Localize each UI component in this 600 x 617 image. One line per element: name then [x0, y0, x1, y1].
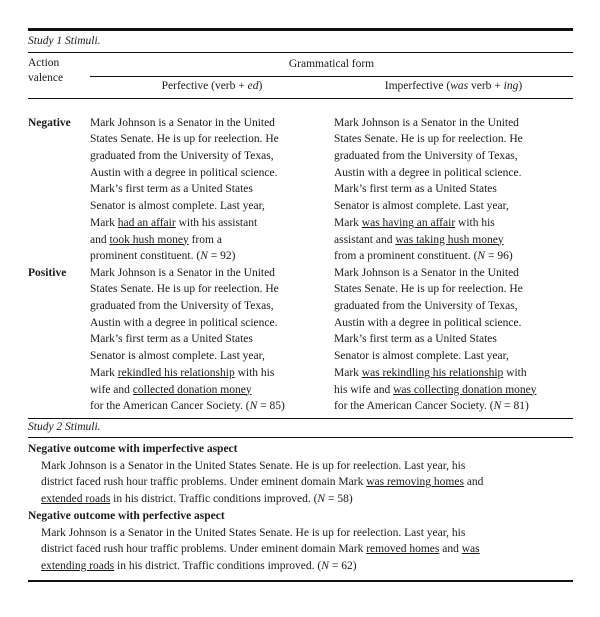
text-line: States Senate. He is up for reelection. He [334, 133, 523, 146]
text-line: Mark Johnson is a Senator in the United [334, 116, 519, 129]
text-line: Mark’s first term as a United States [334, 183, 497, 196]
text-line: Mark Johnson is a Senator in the United States Senate. He is up for reelection. Last year, his [41, 526, 466, 539]
underlined-verb-phrase: was [461, 543, 480, 556]
stimuli-table [28, 28, 573, 582]
text-line: States Senate. He is up for reelection. He [90, 133, 279, 146]
text-line: Austin with a degree in political science. [334, 316, 522, 329]
text-line: prominent constituent. (N = 92) [90, 250, 236, 263]
study2-paragraph-perfective [28, 525, 573, 575]
perfective-header [90, 79, 334, 94]
underlined-verb-phrase: was collecting donation money [393, 383, 537, 396]
header-rule [28, 98, 573, 99]
text-line: Mark Johnson is a Senator in the United [334, 266, 519, 279]
table-header [28, 53, 573, 115]
text-line: States Senate. He is up for reelection. He [90, 283, 279, 296]
text-line: for the American Cancer Society. (N = 81) [334, 400, 529, 413]
underlined-verb-phrase: was rekindling his relationship [361, 366, 504, 379]
underlined-verb-phrase: removed homes [366, 543, 440, 556]
text-line: wife and collected donation money [90, 383, 252, 396]
text-line: for the American Cancer Society. (N = 85) [90, 400, 285, 413]
underlined-verb-phrase: was having an affair [361, 216, 456, 229]
text-line: graduated from the University of Texas, [334, 300, 518, 312]
study2-heading-perfective: Negative outcome with perfective aspect [28, 509, 225, 522]
text-line: assistant and was taking hush money [334, 233, 504, 246]
text-line: extended roads in his district. Traffic conditions improved. (N = 58) [41, 493, 353, 505]
text-line: graduated from the University of Texas, [90, 300, 274, 312]
underlined-verb-phrase: had an affair [117, 216, 176, 229]
text-line: Mark Johnson is a Senator in the United States Senate. He is up for reelection. Last year, his [41, 459, 466, 472]
action-valence-line-2: valence [28, 71, 64, 84]
text-line: Austin with a degree in political science. [90, 166, 278, 179]
underlined-verb-phrase: was taking hush money [395, 233, 504, 246]
study2-section [28, 419, 573, 575]
text-line: Senator is almost complete. Last year, [90, 350, 265, 363]
text-line: Senator is almost complete. Last year, [334, 350, 509, 363]
text-line: Mark was rekindling his relationship with [334, 366, 527, 379]
grammatical-form-header: Grammatical form [288, 57, 375, 70]
positive-perfective-cell [90, 265, 326, 415]
bottom-rule [28, 580, 573, 583]
study2-title: Study 2 Stimuli. [28, 420, 101, 433]
negative-perfective-cell [90, 115, 326, 265]
text-line: Mark’s first term as a United States [90, 333, 253, 346]
text-line: and took hush money from a [90, 233, 222, 246]
text-line: Mark Johnson is a Senator in the United [90, 266, 275, 279]
study2-heading-imperfective: Negative outcome with imperfective aspect [28, 442, 238, 455]
table-row-positive [28, 265, 573, 418]
text-line: graduated from the University of Texas, [334, 150, 518, 162]
underlined-verb-phrase: extended roads [41, 493, 111, 505]
text-line: his wife and was collecting donation money [334, 383, 537, 396]
table-row-negative [28, 115, 573, 265]
text-line: Mark Johnson is a Senator in the United [90, 116, 275, 129]
row-label-positive: Positive [28, 266, 67, 279]
underlined-verb-phrase: collected donation money [132, 383, 252, 396]
text-line: Senator is almost complete. Last year, [334, 200, 509, 213]
text-line: extending roads in his district. Traffic conditions improved. (N = 62) [41, 560, 357, 573]
text-line: from a prominent constituent. (N = 96) [334, 250, 513, 263]
underlined-verb-phrase: extending roads [41, 560, 115, 573]
underlined-verb-phrase: was removing homes [366, 476, 464, 489]
text-line: Austin with a degree in political science. [334, 166, 522, 179]
text-line: Senator is almost complete. Last year, [90, 200, 265, 213]
underlined-verb-phrase: rekindled his relationship [117, 366, 235, 379]
row-label-negative: Negative [28, 116, 71, 129]
imperfective-header [334, 79, 573, 94]
negative-imperfective-cell [334, 115, 573, 265]
text-line: Mark rekindled his relationship with his [90, 366, 275, 379]
text-line: Mark was having an affair with his [334, 216, 495, 229]
study2-paragraph-imperfective [28, 458, 573, 508]
underlined-verb-phrase: took hush money [109, 233, 189, 246]
text-line: district faced rush hour traffic problems. Under eminent domain Mark was removing homes and [41, 476, 484, 489]
perfective-header-text: Perfective (verb + ed) [161, 79, 263, 92]
text-line: States Senate. He is up for reelection. He [334, 283, 523, 296]
text-line: Mark had an affair with his assistant [90, 216, 258, 229]
positive-imperfective-cell [334, 265, 573, 415]
text-line: district faced rush hour traffic problems. Under eminent domain Mark removed homes and was [41, 543, 480, 556]
text-line: Mark’s first term as a United States [90, 183, 253, 196]
action-valence-header [28, 56, 63, 86]
text-line: Austin with a degree in political science. [90, 316, 278, 329]
text-line: Mark’s first term as a United States [334, 333, 497, 346]
grammatical-form-rule [90, 76, 573, 77]
study1-title: Study 1 Stimuli. [28, 34, 101, 47]
text-line: graduated from the University of Texas, [90, 150, 274, 162]
imperfective-header-text: Imperfective (was verb + ing) [384, 79, 523, 92]
action-valence-line-1: Action [28, 56, 60, 69]
